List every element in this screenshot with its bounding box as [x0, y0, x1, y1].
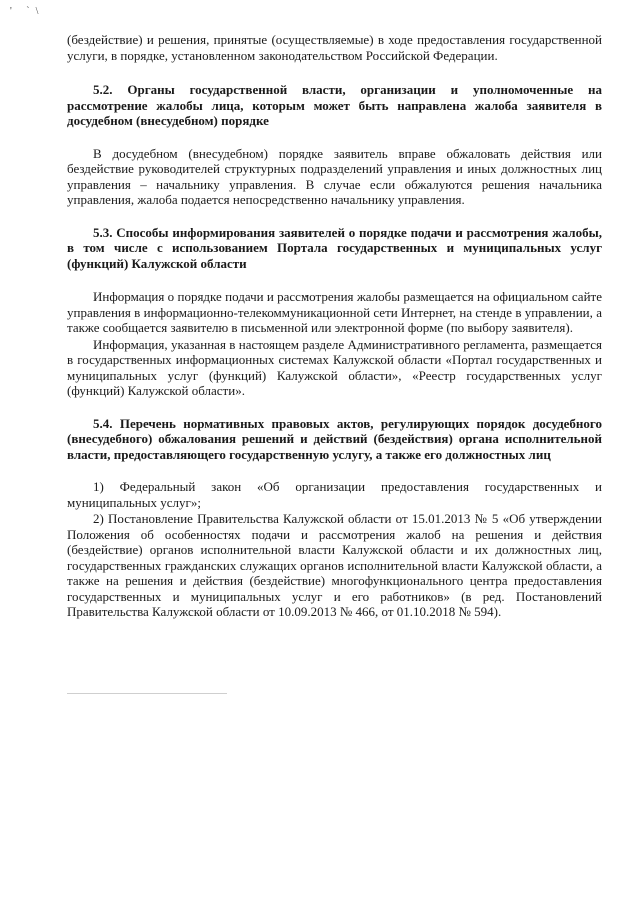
paragraph-5-3-body-1: Информация о порядке подачи и рассмотрения жалобы размещается на официальном сайте управления в информационно-телекоммуникационной сети Интернет, на стенде в управлении, а также сообщается заявителю в письменной или электронной форме (по выбору заявителя). — [67, 289, 602, 335]
list-item-1: 1) Федеральный закон «Об организации предоставления государственных и муниципальных услуг»; — [67, 479, 602, 510]
heading-5-4: 5.4. Перечень нормативных правовых актов, регулирующих порядок досудебного (внесудебного) обжалования решений и действий (бездействия) органа исполнительной власти, предоставляющего государственную услугу, а также его должностных лиц — [67, 415, 602, 462]
heading-5-3: 5.3. Способы информирования заявителей о порядке подачи и рассмотрения жалобы, в том числе с использованием Портала государственных и муниципальных услуг (функций) Калужской области — [67, 224, 602, 271]
scan-marks: ' `\ — [10, 6, 45, 17]
paragraph-intro: (бездействие) и решения, принятые (осуществляемые) в ходе предоставления государственной услуги, в порядке, установленном законодательством Российской Федерации. — [67, 32, 602, 63]
paragraph-5-3-body-2: Информация, указанная в настоящем разделе Административного регламента, размещается в государственных информационных системах Калужской области «Портал государственных и муниципальных услуг (функций) Калужской области», «Реестр государственных услуг (функций) Калужской области». — [67, 336, 602, 398]
paragraph-5-2-body: В досудебном (внесудебном) порядке заявитель вправе обжаловать действия или бездействие руководителей структурных подразделений управления и иных должностных лиц управления – начальнику управления. В случае если обжалуются решения начальника управления, жалоба подается непосредственно начальнику управления. — [67, 145, 602, 207]
heading-5-2: 5.2. Органы государственной власти, организации и уполномоченные на рассмотрение жалобы лица, которым может быть направлена жалоба заявителя в досудебном (внесудебном) порядке — [67, 82, 602, 128]
document-body — [67, 32, 602, 620]
list-item-2: 2) Постановление Правительства Калужской области от 15.01.2013 № 5 «Об утверждении Положения об особенностях подачи и рассмотрения жалоб на решения и действия (бездействие) органов исполнительной власти Калужской области и их должностных лиц, государственных гражданских служащих органов исполнительной власти Калужской области, а также на решения и действия (бездействие) многофункционального центра предоставления государственных и муниципальных услуг и его работников» (в ред. Постановлений Правительства Калужской области от 10.09.2013 № 466, от 01.10.2018 № 594). — [67, 511, 602, 619]
scan-artifact-line — [67, 693, 227, 694]
